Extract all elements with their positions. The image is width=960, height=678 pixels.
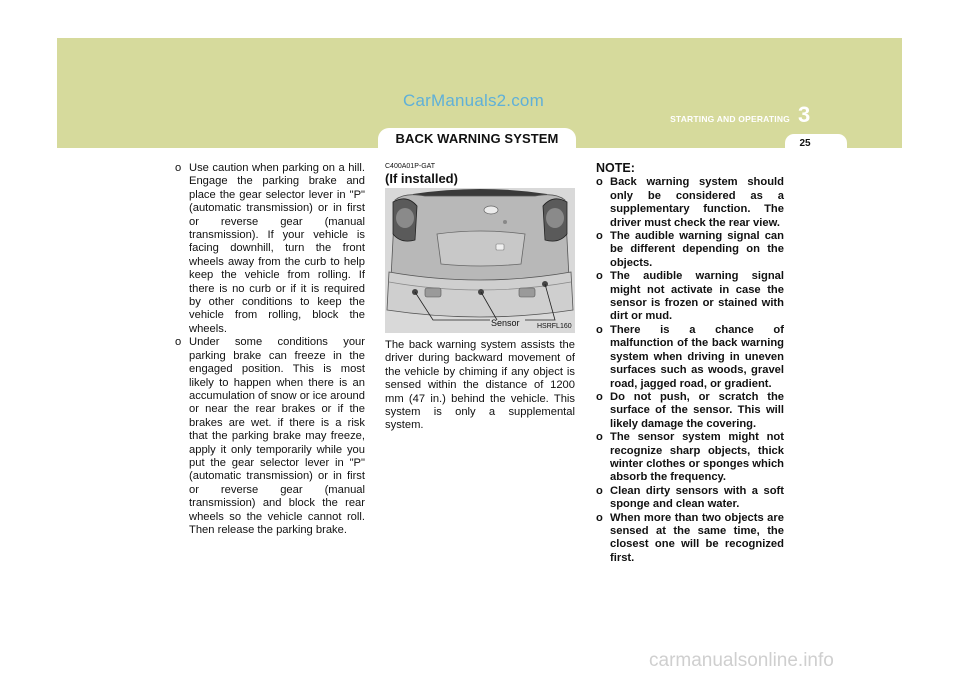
bullet-marker: o — [175, 336, 182, 349]
list-item — [596, 391, 784, 431]
rear-vehicle-illustration — [385, 188, 575, 333]
note-heading: NOTE: — [596, 161, 635, 175]
list-item-text: Back warning system should only be considered as a supplementary function. The driver must check the rear view. — [610, 176, 784, 229]
list-item-text: Use caution when parking on a hill. Engage the parking brake and place the gear selector lever in "P"(automatic transmission) or in first or reverse gear (manual transmission). If your vehicle is facing downhill, turn the front wheels away from the curb to help keep the vehicle from rolling. If there is no curb or if it is required by other conditions to keep the vehicle from rolling, block the wheels. — [189, 162, 365, 335]
body-paragraph: The back warning system assists the driver during backward movement of the vehicle by chiming if any object is sensed within the distance of 1200 mm (47 in.) behind the vehicle. This system is only a supplemental system. — [385, 339, 575, 432]
bullet-marker: o — [596, 484, 603, 497]
list-item — [596, 485, 784, 512]
figure-code: HSRFL160 — [537, 323, 572, 330]
list-item — [596, 512, 784, 566]
rear-vehicle-drawing — [385, 188, 575, 333]
bullet-marker: o — [596, 511, 603, 524]
section-title: BACK WARNING SYSTEM — [395, 131, 559, 146]
note-column — [596, 162, 784, 565]
bullet-marker: o — [596, 230, 603, 243]
list-item — [596, 270, 784, 324]
list-item-text: Do not push, or scratch the surface of the sensor. This will likely damage the covering. — [610, 390, 784, 430]
list-item — [596, 324, 784, 391]
page-number: 25 — [799, 138, 811, 149]
list-item-text: When more than two objects are sensed at the same time, the closest one will be recognized first. — [610, 511, 784, 564]
list-item-text: The audible warning signal can be different depending on the objects. — [610, 230, 784, 269]
watermark-bottom: carmanualsonline.info — [649, 650, 834, 671]
list-item — [175, 336, 365, 537]
left-column — [175, 162, 365, 537]
subheading: (If installed) — [385, 171, 458, 186]
chapter-title: STARTING AND OPERATING — [670, 114, 790, 124]
list-item — [175, 162, 365, 336]
chapter-number: 3 — [798, 102, 811, 127]
list-item — [596, 431, 784, 485]
watermark-top: CarManuals2.com — [403, 91, 544, 110]
list-item-text: Under some conditions your parking brake can freeze in the engaged position. This is most likely to happen when there is an accumulation of snow or ice around or near the rear brakes or if the brakes are wet. if there is a risk that the parking brake may freeze, apply it only temporarily while you put the gear selector lever in "P" (automatic transmission) or in first or reverse gear (manual transmission) and block the rear wheels so the vehicle cannot roll. Then release the parking brake. — [189, 336, 365, 536]
bullet-marker: o — [596, 323, 603, 336]
list-item — [596, 176, 784, 230]
bullet-marker: o — [596, 270, 603, 283]
list-item — [596, 230, 784, 270]
list-item-text: The sensor system might not recognize sharp objects, thick winter clothes or sponges which absorb the frequency. — [610, 431, 784, 484]
bullet-marker: o — [175, 162, 182, 174]
bullet-marker: o — [596, 176, 603, 189]
bullet-marker: o — [596, 431, 603, 444]
list-item-text: The audible warning signal might not activate in case the sensor is frozen or stained with dirt or mud. — [610, 270, 784, 323]
bullet-marker: o — [596, 390, 603, 403]
figure-label-sensor: Sensor — [491, 318, 520, 328]
list-item-text: There is a chance of malfunction of the back warning system when driving in uneven surfaces such as woods, gravel road, jagged road, or gradient. — [610, 323, 784, 390]
list-item-text: Clean dirty sensors with a soft sponge and clean water. — [610, 484, 784, 511]
section-code: C400A01P-GAT — [385, 163, 436, 170]
